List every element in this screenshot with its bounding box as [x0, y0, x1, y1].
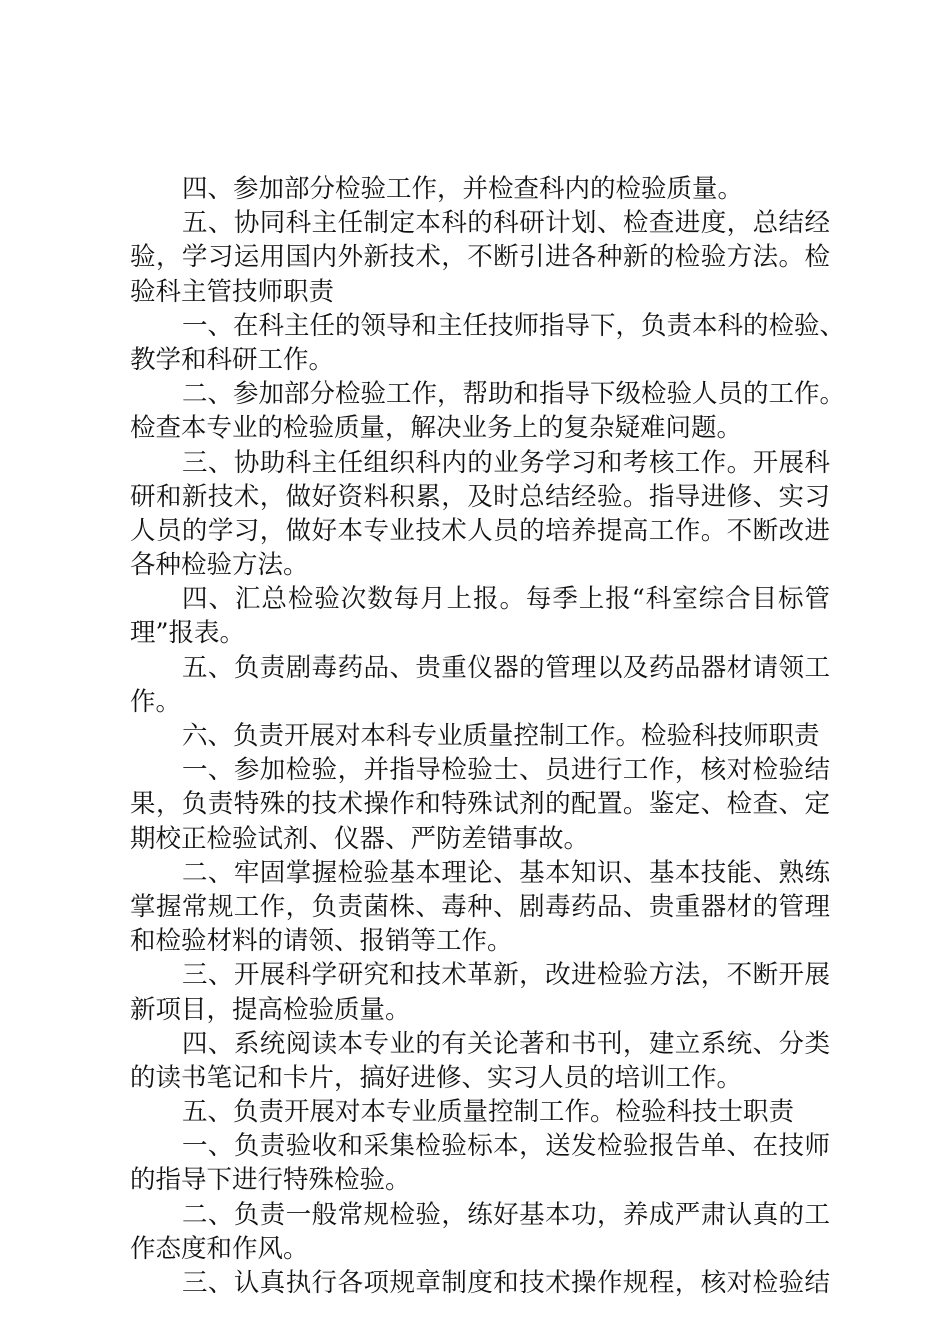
text-line: 教学和科研工作。	[130, 344, 335, 375]
text-line: 五、负责开展对本专业质量控制工作。检验科技士职责	[182, 1097, 795, 1128]
text-line: 四、参加部分检验工作，并检查科内的检验质量。	[182, 174, 744, 204]
text-line: 验科主管技师职责	[130, 276, 335, 307]
text-line: 五、协同科主任制定本科的科研计划、检查进度，总结经	[182, 208, 830, 239]
text-line: 果，负责特殊的技术操作和特殊试剂的配置。鉴定、检查、定	[130, 789, 830, 820]
text-line: 一、参加检验，并指导检验士、员进行工作，核对检验结	[182, 755, 830, 786]
text-line: 理”报表。	[130, 618, 246, 649]
text-line: 作态度和作风。	[130, 1233, 309, 1264]
text-line: 一、在科主任的领导和主任技师指导下，负责本科的检验、	[182, 310, 846, 341]
text-line: 三、认真执行各项规章制度和技术操作规程，核对检验结	[182, 1268, 830, 1298]
text-line: 的指导下进行特殊检验。	[130, 1165, 411, 1196]
document-body	[130, 172, 846, 1300]
text-line: 人员的学习，做好本专业技术人员的培养提高工作。不断改进	[130, 515, 830, 546]
text-line: 二、参加部分检验工作，帮助和指导下级检验人员的工作。	[182, 379, 846, 410]
text-line: 三、开展科学研究和技术革新，改进检验方法，不断开展	[182, 960, 830, 991]
text-line: 二、牢固掌握检验基本理论、基本知识、基本技能、熟练	[182, 857, 830, 888]
text-line: 四、系统阅读本专业的有关论著和书刊，建立系统、分类	[182, 1028, 830, 1059]
text-line: 各种检验方法。	[130, 550, 309, 581]
text-line: 六、负责开展对本科专业质量控制工作。检验科技师职责	[182, 721, 820, 751]
text-line: 验，学习运用国内外新技术，不断引进各种新的检验方法。检	[130, 242, 830, 273]
text-line: 三、协助科主任组织科内的业务学习和考核工作。开展科	[182, 447, 830, 478]
text-line: 四、汇总检验次数每月上报。每季上报“科室综合目标管	[182, 584, 830, 615]
text-line: 作。	[130, 686, 182, 717]
text-line: 研和新技术，做好资料积累，及时总结经验。指导进修、实习	[130, 481, 830, 512]
text-line: 期校正检验试剂、仪器、严防差错事故。	[130, 823, 590, 854]
text-line: 和检验材料的请领、报销等工作。	[130, 926, 513, 957]
text-line: 掌握常规工作，负责菌株、毒种、剧毒药品、贵重器材的管理	[130, 891, 830, 922]
text-line: 检查本专业的检验质量，解决业务上的复杂疑难问题。	[130, 413, 743, 444]
text-line: 二、负责一般常规检验，练好基本功，养成严肃认真的工	[182, 1199, 830, 1230]
text-line: 的读书笔记和卡片，搞好进修、实习人员的培训工作。	[130, 1062, 743, 1093]
text-line: 五、负责剧毒药品、贵重仪器的管理以及药品器材请领工	[182, 652, 830, 683]
text-line: 新项目，提高检验质量。	[130, 994, 411, 1025]
text-line: 一、负责验收和采集检验标本，送发检验报告单、在技师	[182, 1131, 830, 1162]
